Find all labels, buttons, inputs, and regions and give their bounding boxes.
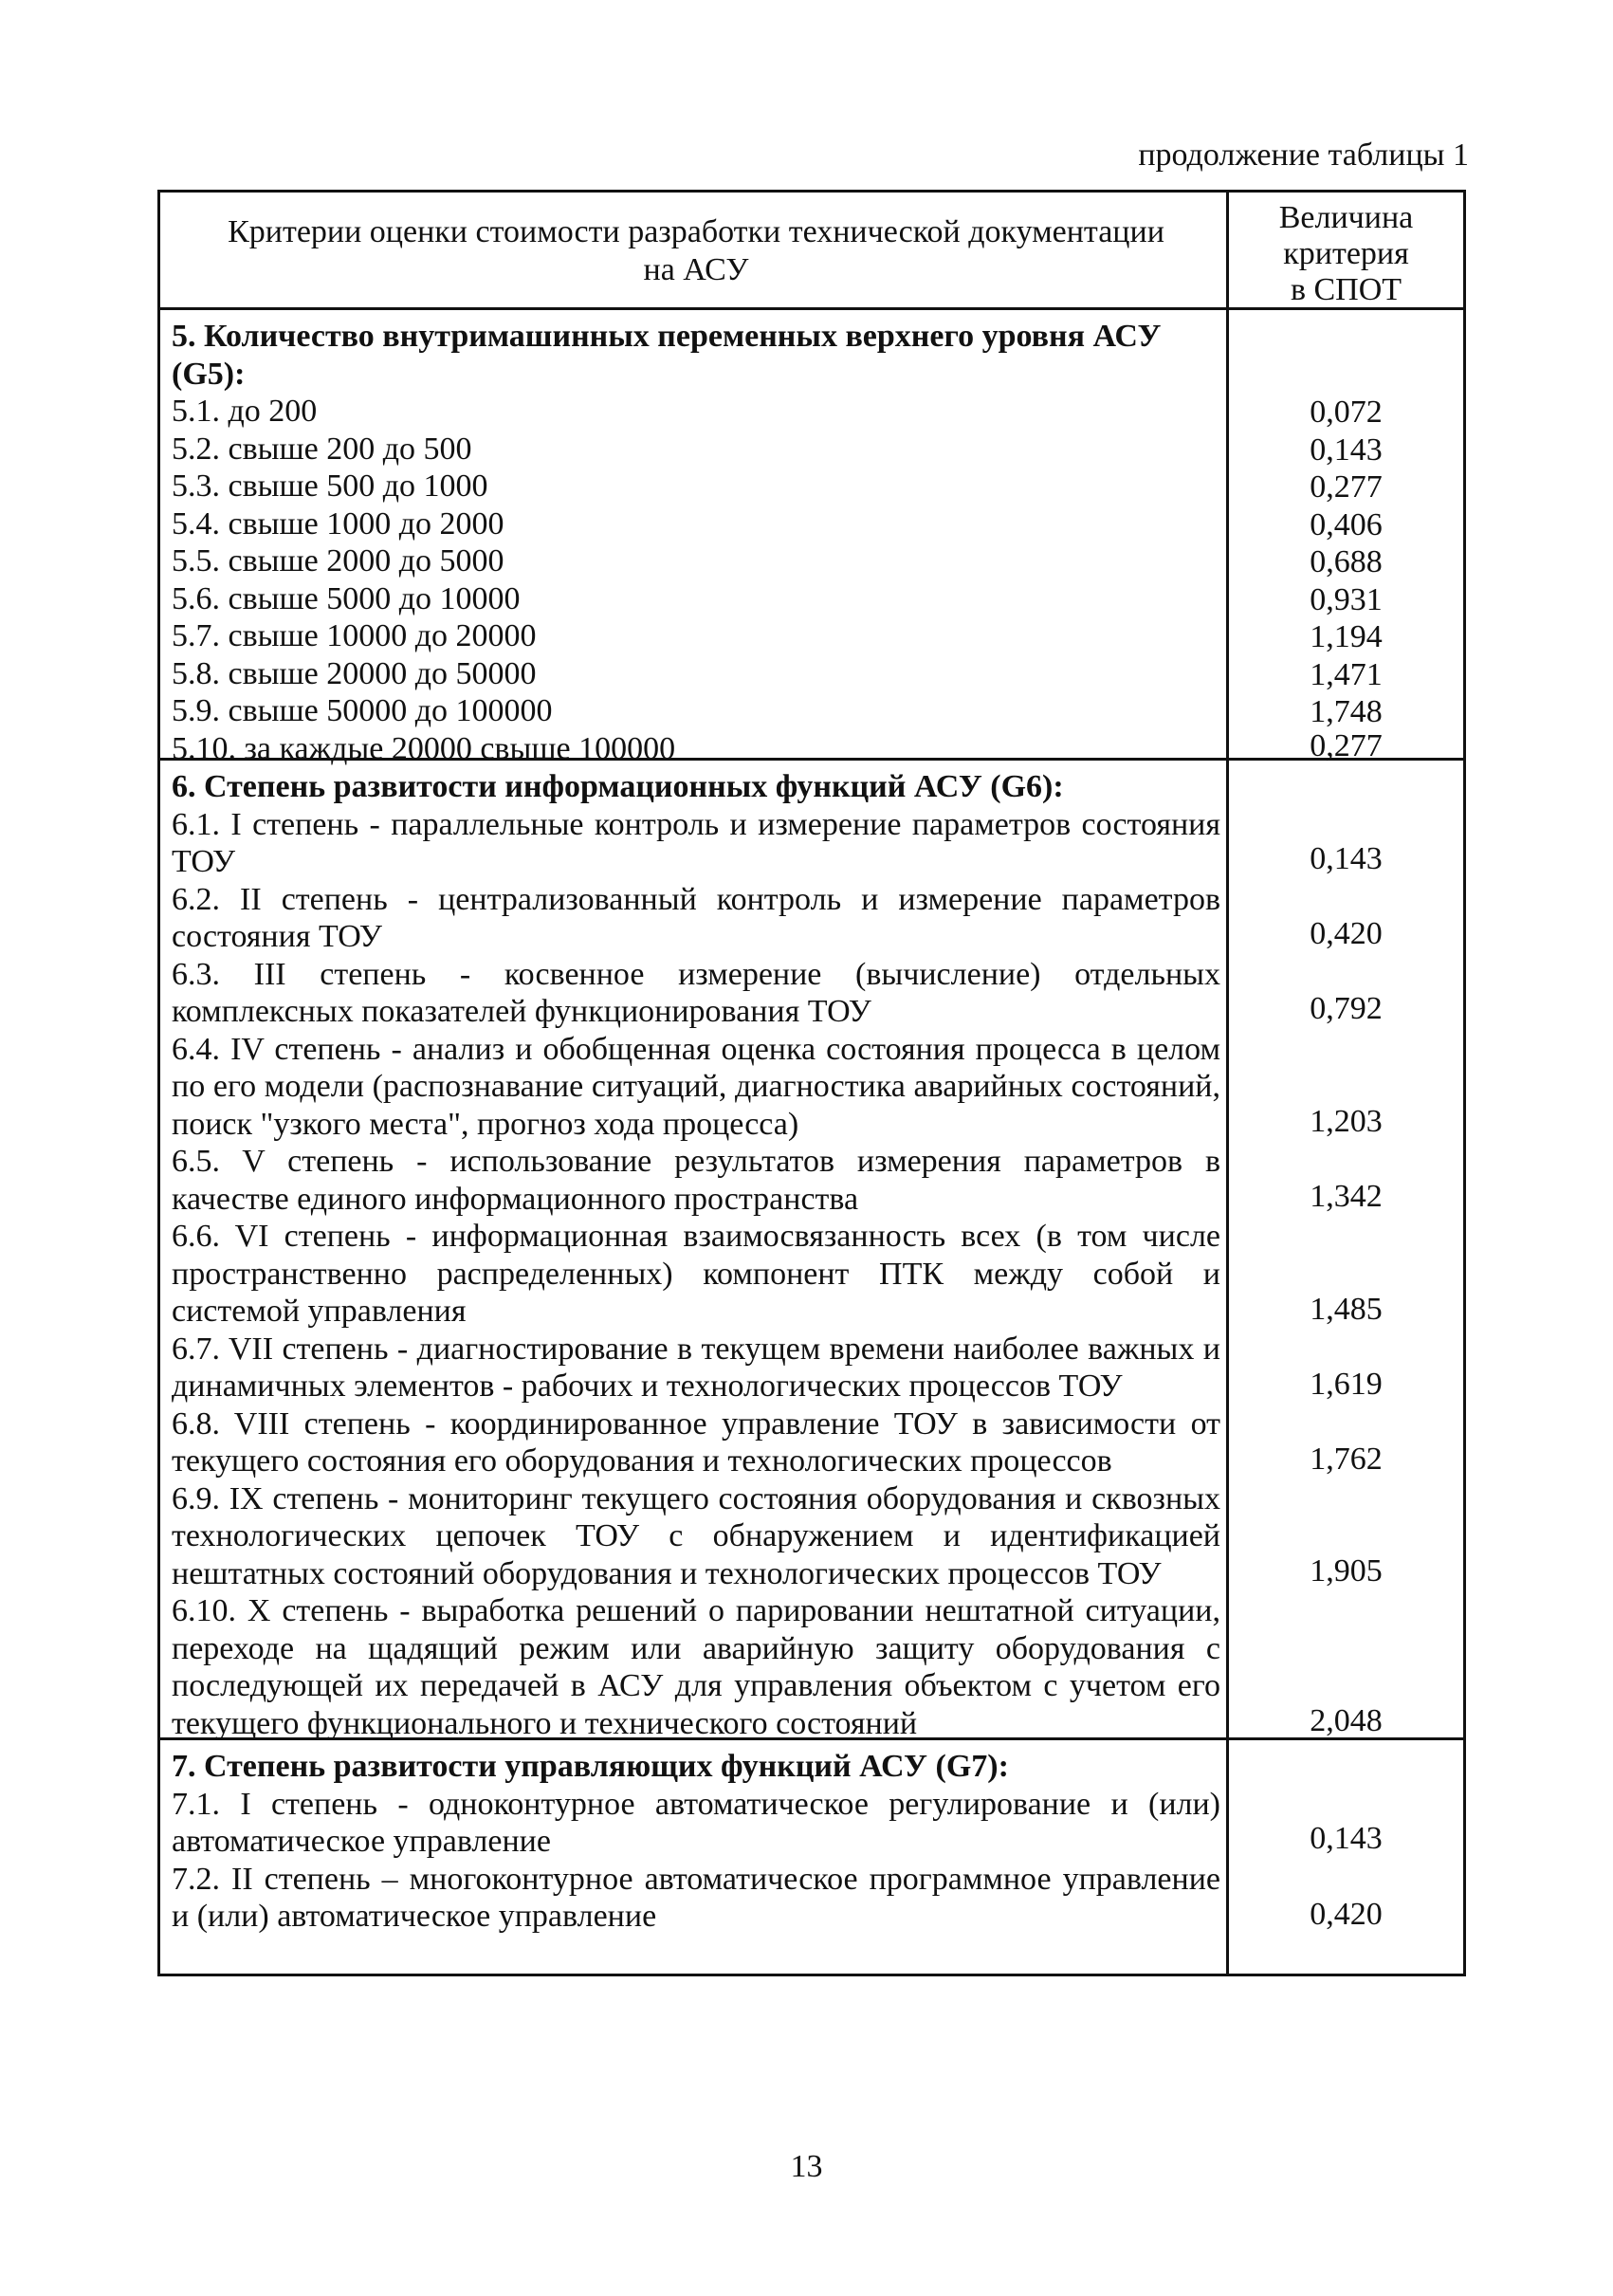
- section-row: [160, 761, 1463, 1740]
- section-title: 7. Степень развитости управляющих функций АСУ (G7):: [172, 1749, 1009, 1784]
- section-title: 6. Степень развитости информационных функций АСУ (G6):: [172, 769, 1064, 804]
- criterion-value: 1,471: [1310, 657, 1383, 692]
- header-value-line: критерия: [1283, 235, 1409, 271]
- criterion-value: 0,277: [1310, 728, 1383, 763]
- criterion-value: 0,072: [1310, 395, 1383, 430]
- criterion-item: 5.7. свыше 10000 до 20000: [172, 618, 537, 653]
- section-criteria: [160, 1740, 1226, 1974]
- section-criteria: [160, 310, 1226, 766]
- criterion-item: 7.1. I степень - одноконтурное автоматическое регулирование и (или) автоматическое управление: [172, 1786, 1220, 1859]
- criterion-value: 0,277: [1310, 469, 1383, 505]
- criterion-value: 0,143: [1310, 841, 1383, 876]
- section-row: [160, 310, 1463, 766]
- criterion-item: 6.10. X степень - выработка решений о парировании нештатной ситуации, переходе на щадящий режим или аварийную защиту оборудования с последующей их передачей в АСУ для управления объектом с учетом его текущего функционального и технического состояний: [172, 1593, 1220, 1741]
- header-value: [1226, 193, 1463, 307]
- criterion-value: 1,485: [1310, 1292, 1383, 1327]
- criterion-value: 0,688: [1310, 544, 1383, 579]
- criterion-value: 0,143: [1310, 1821, 1383, 1856]
- criterion-item: 5.6. свыше 5000 до 10000: [172, 580, 521, 616]
- criterion-item: 6.6. VI степень - информационная взаимосвязанность всех (в том числе пространственно распределенных) компонент ПТК между собой и системой управления: [172, 1219, 1220, 1329]
- criterion-value: 1,203: [1310, 1104, 1383, 1139]
- criterion-value: 0,143: [1310, 432, 1383, 468]
- criterion-item: 6.3. III степень - косвенное измерение (вычисление) отдельных комплексных показателей функционирования ТОУ: [172, 956, 1220, 1029]
- criterion-item: 6.8. VIII степень - координированное управление ТОУ в зависимости от текущего состояния его оборудования и технологических процессов: [172, 1405, 1220, 1479]
- table-header: [160, 193, 1463, 310]
- criterion-value: 1,762: [1310, 1442, 1383, 1477]
- section-title: 5. Количество внутримашинных переменных верхнего уровня АСУ (G5):: [172, 319, 1162, 392]
- criterion-item: 6.1. I степень - параллельные контроль и измерение параметров состояния ТОУ: [172, 806, 1220, 879]
- section-values: [1226, 761, 1463, 1737]
- criterion-item: 6.2. II степень - централизованный контроль и измерение параметров состояния ТОУ: [172, 881, 1220, 954]
- criterion-value: 0,420: [1310, 1897, 1383, 1932]
- header-criteria: [160, 193, 1226, 307]
- criterion-item: 5.9. свыше 50000 до 100000: [172, 693, 553, 728]
- criterion-value: 2,048: [1310, 1703, 1383, 1738]
- criterion-item: 7.2. II степень – многоконтурное автоматическое программное управление и (или) автоматическое управление: [172, 1861, 1220, 1934]
- criterion-value: 0,792: [1310, 991, 1383, 1026]
- criterion-item: 5.10. за каждые 20000 свыше 100000: [172, 730, 676, 766]
- criterion-value: 0,406: [1310, 507, 1383, 542]
- criterion-item: 5.5. свыше 2000 до 5000: [172, 543, 504, 579]
- criterion-value: 1,905: [1310, 1553, 1383, 1589]
- section-values: [1226, 310, 1463, 763]
- table-continuation-label: продолжение таблицы 1: [1138, 138, 1469, 173]
- criterion-item: 5.1. до 200: [172, 394, 318, 429]
- criterion-value: 0,931: [1310, 582, 1383, 617]
- criterion-item: 6.9. IX степень - мониторинг текущего состояния оборудования и сквозных технологических цепочек ТОУ с обнаружением и идентификацией нештатных состояний оборудования и технологических процессов ТОУ: [172, 1480, 1220, 1591]
- criterion-item: 5.3. свыше 500 до 1000: [172, 468, 488, 504]
- header-value-line: в СПОТ: [1290, 271, 1402, 307]
- section-row: [160, 1740, 1463, 1974]
- criterion-item: 6.4. IV степень - анализ и обобщенная оценка состояния процесса в целом по его модели (распознавание ситуаций, диагностика аварийных состояний, поиск "узкого места", прогноз хода процесса): [172, 1031, 1220, 1142]
- criterion-item: 6.5. V степень - использование результатов измерения параметров в качестве единого информационного пространства: [172, 1144, 1220, 1217]
- section-values: [1226, 1740, 1463, 1974]
- criterion-item: 5.2. свыше 200 до 500: [172, 431, 472, 467]
- header-criteria-line: Критерии оценки стоимости разработки технической документации: [228, 214, 1164, 249]
- criterion-value: 1,619: [1310, 1367, 1383, 1402]
- header-value-line: Величина: [1278, 199, 1414, 235]
- criterion-item: 6.7. VII степень - диагностирование в текущем времени наиболее важных и динамичных элементов - рабочих и технологических процессов ТОУ: [172, 1331, 1220, 1404]
- criterion-item: 5.8. свыше 20000 до 50000: [172, 655, 537, 691]
- criteria-table: [157, 190, 1466, 1976]
- page-number: 13: [790, 2149, 823, 2184]
- criterion-value: 1,342: [1310, 1179, 1383, 1214]
- criterion-value: 1,194: [1310, 619, 1383, 654]
- header-criteria-line: на АСУ: [643, 251, 749, 287]
- criterion-value: 0,420: [1310, 916, 1383, 951]
- criterion-value: 1,748: [1310, 694, 1383, 729]
- section-criteria: [160, 761, 1226, 1741]
- criterion-item: 5.4. свыше 1000 до 2000: [172, 505, 504, 542]
